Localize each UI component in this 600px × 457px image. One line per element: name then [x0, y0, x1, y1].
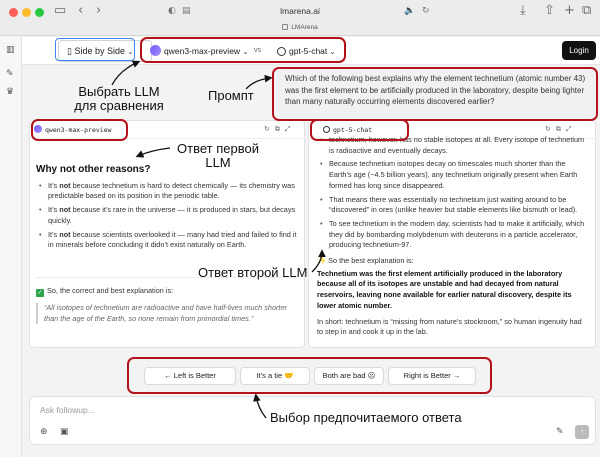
columns-icon: ▯ — [67, 47, 72, 57]
annotation-line: Ответ первой — [177, 141, 259, 156]
left-rail — [0, 37, 22, 457]
annotation-choose-preferred: Выбор предпочитаемого ответа — [270, 410, 462, 425]
chevron-down-icon: ⌄ — [127, 49, 134, 56]
copy-icon[interactable]: ⧉ — [555, 125, 566, 133]
image-icon[interactable]: ▣ — [60, 427, 69, 437]
bullet-emphasis: not — [59, 180, 71, 190]
new-chat-icon[interactable]: ✎ — [6, 69, 14, 79]
expand-icon[interactable]: ⤢ — [284, 125, 296, 133]
model-left-label: qwen3-max-preview — [164, 46, 241, 56]
vote-ring — [127, 357, 492, 394]
bullet-text: It’s — [48, 229, 60, 239]
address-bar[interactable] — [160, 3, 440, 20]
annotation-first-answer — [170, 142, 266, 170]
annotation-second-answer: Ответ второй LLM — [198, 265, 308, 280]
annotation-line: для сравнения — [74, 98, 164, 113]
copy-icon[interactable]: ⧉ — [274, 125, 285, 133]
bullet-text: It’s — [48, 180, 60, 190]
login-button[interactable]: Login — [562, 41, 596, 60]
mode-highlight — [55, 38, 135, 61]
both-bad-button[interactable]: Both are bad ☹ — [314, 367, 384, 385]
tab-title: LMArena — [291, 24, 318, 31]
leaderboard-icon[interactable]: ♛ — [6, 87, 15, 97]
share-icon[interactable]: ⇧ — [544, 3, 555, 18]
chevron-down-icon: ⌄ — [242, 49, 249, 56]
best-label-text: So the best explanation is: — [328, 256, 414, 266]
list-item — [36, 205, 298, 226]
answer-body — [309, 135, 595, 338]
speaker-icon[interactable]: 🔈 — [404, 6, 416, 16]
chevron-down-icon: ⌄ — [329, 49, 336, 56]
model-label: qwen3-max-preview — [45, 126, 112, 134]
list-item: • That means there was essentially no technetium just waiting around to be “discovered” in ores (unlike heavier but stable elements like bismuth or lead). — [317, 195, 589, 216]
bullet-text: It’s — [48, 205, 60, 215]
browser-chrome — [0, 0, 600, 36]
followup-input[interactable]: Ask followup... — [40, 405, 95, 415]
list-item — [36, 181, 298, 202]
expand-icon[interactable]: ⤢ — [565, 125, 577, 133]
new-tab-icon[interactable]: + — [564, 3, 575, 18]
bullet-text: because technetium is hard to detect chemically — its chemistry was predictable based on its position in the periodic table. — [48, 180, 295, 201]
panel-actions — [264, 125, 295, 134]
regenerate-icon[interactable]: ↻ — [545, 125, 556, 133]
tie-button[interactable]: It’s a tie 🤝 — [240, 367, 310, 385]
url-text: lmarena.ai — [280, 6, 320, 16]
tab[interactable] — [0, 24, 600, 31]
regenerate-icon[interactable]: ↻ — [264, 125, 275, 133]
conclusion — [36, 286, 298, 297]
annotation-line: Выбрать LLM — [78, 84, 160, 99]
list-item: • To see technetium in the modern day, scientists had to make it artificially, which they did by bombarding molybdenum with deuterons in a particle accelerator, producing technetium-97. — [317, 219, 589, 251]
download-icon[interactable]: ⤓ — [520, 3, 526, 18]
forward-icon[interactable]: › — [96, 3, 102, 18]
bullet-emphasis: not — [59, 229, 71, 239]
model-right-label: gpt-5-chat — [289, 46, 328, 56]
close-window-button[interactable] — [9, 8, 18, 17]
conclusion-text: So, the correct and best explanation is: — [47, 285, 174, 295]
annotation-choose-llm — [64, 85, 174, 113]
right-answer-panel — [308, 120, 596, 348]
sparkle-icon: ✨ — [317, 256, 327, 266]
model-label: gpt-5-chat — [333, 126, 373, 134]
page-icon: ▤ — [182, 6, 191, 16]
tab-overview-icon[interactable]: ⧉ — [582, 3, 592, 18]
user-prompt: Which of the following best explains why the element technetium (atomic number 43) was the first element to be artificially produced in the laboratory, despite being lighter than many naturally occurring elements discovered earlier? — [278, 70, 596, 118]
list-item: • Because technetium isotopes decay on timescales much shorter than the Earth’s age (~4.5 billion years), any technetium originally present when Earth formed has long since disappeared. — [317, 159, 589, 191]
attach-icon[interactable]: ✎ — [556, 427, 564, 437]
zoom-window-button[interactable] — [35, 8, 44, 17]
bullet-text: because scientists overlooked it — many had tried and failed to find it in minerals before concluding it didn’t exist naturally on Earth. — [48, 229, 297, 250]
sidebar-icon[interactable]: ▥ — [6, 45, 15, 55]
annotation-line: LLM — [205, 155, 231, 170]
vs-label: vs — [254, 47, 261, 54]
bullet-text: because it’s rare in the universe — it is produced in stars, but decays quickly. — [48, 205, 296, 225]
mode-label: Side by Side — [74, 46, 126, 56]
minimize-window-button[interactable] — [22, 8, 31, 17]
arrow-choose-llm — [112, 62, 138, 85]
left-is-better-button[interactable]: ← Left is Better — [144, 367, 236, 385]
answer-heading: Why not other reasons? — [36, 164, 151, 175]
globe-icon[interactable]: ⊕ — [40, 427, 48, 437]
panel-actions — [545, 125, 576, 134]
answer-quote: “All isotopes of technetium are radioactive and have half-lives much shorter than the age of the Earth, so none remain from primordial times.” — [36, 303, 298, 324]
favicon-icon — [282, 24, 288, 30]
right-model-ring — [310, 119, 409, 141]
bullet-emphasis: not — [59, 205, 71, 215]
back-icon[interactable]: ‹ — [78, 3, 84, 18]
summary: In short: technetium is “missing from nature’s stockroom,” so human ingenuity had to step in and cook it up in the lab. — [317, 316, 582, 337]
left-model-ring — [31, 119, 128, 141]
reload-icon[interactable]: ↻ — [422, 6, 430, 16]
best-label — [317, 256, 589, 267]
send-button[interactable]: ↑ — [575, 425, 589, 439]
model-selection-ring — [140, 37, 346, 63]
bullet-text: technetium, however, has no stable isotopes at all. Every isotope of technetium is radioactive and eventually decays. — [329, 135, 585, 155]
annotation-prompt: Промпт — [208, 88, 254, 103]
shield-icon: ◐ — [168, 6, 176, 16]
list-item — [36, 230, 298, 251]
right-is-better-button[interactable]: Right is Better → — [388, 367, 476, 385]
check-icon: ✓ — [37, 289, 43, 296]
best-explanation: Technetium was the first element artificially produced in the laboratory because all of its isotopes are unstable and had decayed from natural reservoirs, leaving none available for earlier natural discovery, despite its lower atomic number. — [317, 268, 572, 310]
sidebar-toggle-icon[interactable]: ▭ — [54, 3, 67, 18]
prompt-ring — [272, 67, 598, 121]
